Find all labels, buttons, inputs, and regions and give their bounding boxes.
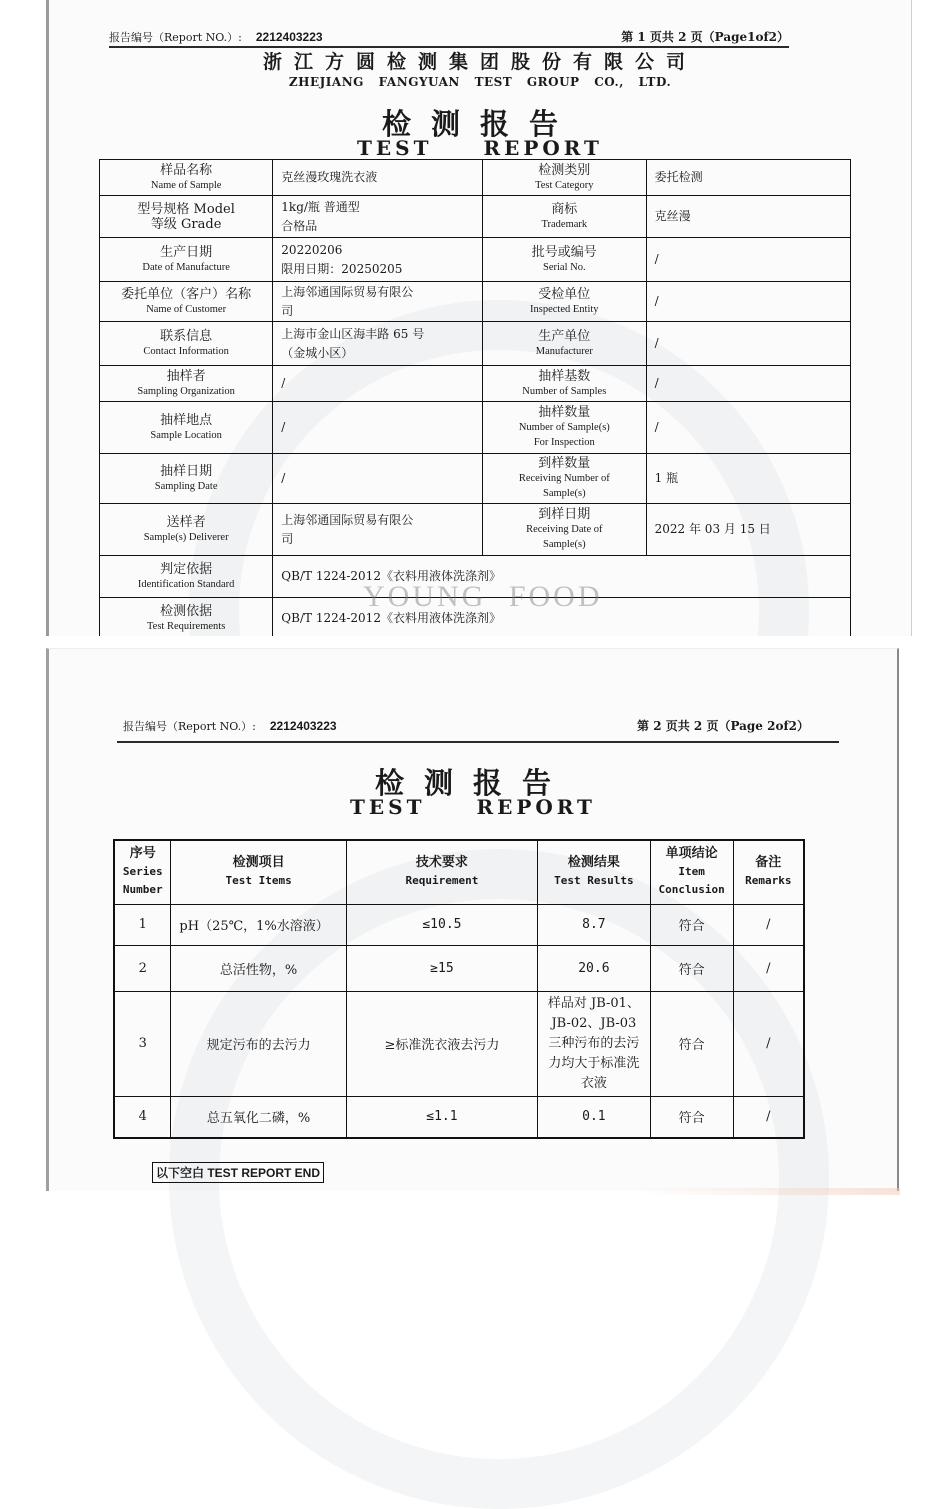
label-sampling-date: 抽样日期 Sampling Date	[100, 454, 273, 504]
label-trademark: 商标 Trademark	[482, 196, 646, 238]
label-test-requirements: 检测依据 Test Requirements	[100, 598, 273, 640]
cell-requirement: ≥标准洗衣液去污力	[346, 991, 537, 1096]
label-number-of-samples: 抽样基数 Number of Samples	[482, 366, 646, 402]
report-number: 2212403223	[255, 30, 323, 44]
value-identification-standard: QB/T 1224-2012《衣料用液体洗涤剂》	[273, 556, 851, 598]
cell-remarks: /	[733, 1096, 804, 1138]
report-page-2	[46, 648, 899, 1191]
col-requirement: 技术要求 Requirement	[346, 840, 537, 904]
table-row	[100, 282, 851, 322]
cell-requirement: ≤10.5	[346, 904, 537, 945]
value-test-category: 委托检测	[646, 160, 850, 196]
page2-header	[123, 717, 809, 734]
report-page-1	[46, 0, 912, 636]
table-row	[114, 1096, 804, 1138]
cell-result: 0.1	[538, 1096, 651, 1138]
value-sample-location: /	[273, 402, 483, 454]
value-serial-no: /	[646, 238, 850, 282]
cell-item: pH（25℃，1%水溶液）	[171, 904, 346, 945]
report-number-label: 报告编号（Report NO.）:	[123, 720, 256, 733]
col-test-results: 检测结果 Test Results	[538, 840, 651, 904]
value-contact-info: 上海市金山区海丰路 65 号 （金城小区）	[273, 322, 483, 366]
value-model-grade: 1kg/瓶 普通型 合格品	[273, 196, 483, 238]
value-sample-name: 克丝漫玫瑰洗衣液	[273, 160, 483, 196]
value-test-requirements: QB/T 1224-2012《衣料用液体洗涤剂》	[273, 598, 851, 640]
cell-requirement: ≤1.1	[346, 1096, 537, 1138]
label-samples-for-inspection: 抽样数量 Number of Sample(s) For Inspection	[482, 402, 646, 454]
value-customer-name: 上海邻通国际贸易有限公 司	[273, 282, 483, 322]
label-model-grade: 型号规格 Model 等级 Grade	[100, 196, 273, 238]
label-sample-name: 样品名称 Name of Sample	[100, 160, 273, 196]
col-item-conclusion: 单项结论 Item Conclusion	[650, 840, 733, 904]
value-deliverer: 上海邻通国际贸易有限公 司	[273, 504, 483, 556]
report-number-group	[123, 718, 337, 734]
value-sampling-org: /	[273, 366, 483, 402]
col-test-items: 检测项目 Test Items	[171, 840, 346, 904]
page-indicator: 第 2 页共 2 页（Page 2of2）	[637, 719, 809, 733]
value-number-of-samples: /	[646, 366, 850, 402]
table-row	[100, 504, 851, 556]
label-deliverer: 送样者 Sample(s) Deliverer	[100, 504, 273, 556]
value-sampling-date: /	[273, 454, 483, 504]
table-row	[114, 991, 804, 1096]
label-manufacturer: 生产单位 Manufacturer	[482, 322, 646, 366]
table-row	[100, 160, 851, 196]
cell-remarks: /	[733, 945, 804, 991]
label-inspected-entity: 受检单位 Inspected Entity	[482, 282, 646, 322]
col-series-number: 序号 Series Number	[114, 840, 171, 904]
cell-item: 规定污布的去污力	[171, 991, 346, 1096]
cell-no: 2	[114, 945, 171, 991]
label-serial-no: 批号或编号 Serial No.	[482, 238, 646, 282]
table-row	[100, 402, 851, 454]
table-header-row	[114, 840, 804, 904]
report-number-group	[109, 29, 323, 45]
cell-item: 总活性物，%	[171, 945, 346, 991]
table-row	[100, 454, 851, 504]
label-identification-standard: 判定依据 Identification Standard	[100, 556, 273, 598]
label-receiving-number: 到样数量 Receiving Number of Sample(s)	[482, 454, 646, 504]
value-date-of-manufacture: 20220206 限用日期：20250205	[273, 238, 483, 282]
value-trademark: 克丝漫	[646, 196, 850, 238]
page-gap	[0, 636, 932, 648]
cell-no: 3	[114, 991, 171, 1096]
report-number-label: 报告编号（Report NO.）:	[109, 31, 242, 44]
page1-header	[109, 28, 789, 45]
cell-no: 1	[114, 904, 171, 945]
report-number: 2212403223	[269, 719, 337, 733]
value-receiving-number: 1 瓶	[646, 454, 850, 504]
value-receiving-date: 2022 年 03 月 15 日	[646, 504, 850, 556]
table-row	[114, 904, 804, 945]
cell-result: 20.6	[538, 945, 651, 991]
scan-artifact	[640, 1188, 900, 1195]
label-contact-info: 联系信息 Contact Information	[100, 322, 273, 366]
col-remarks: 备注 Remarks	[733, 840, 804, 904]
company-name-en: ZHEJIANG FANGYUAN TEST GROUP CO., LTD.	[288, 75, 672, 89]
report-title-en: TEST REPORT	[357, 136, 603, 160]
cell-conclusion: 符合	[650, 991, 733, 1096]
cell-conclusion: 符合	[650, 1096, 733, 1138]
report-end-note: 以下空白 TEST REPORT END	[152, 1162, 324, 1183]
table-row	[100, 322, 851, 366]
report-title-cn: 检测报告	[374, 766, 571, 800]
header-divider	[117, 741, 839, 743]
sample-info-table	[99, 159, 851, 640]
cell-remarks: /	[733, 991, 804, 1096]
company-name-cn: 浙江方圆检测集团股份有限公司	[262, 51, 697, 73]
cell-result: 8.7	[538, 904, 651, 945]
test-results-table	[113, 839, 805, 1139]
table-row	[100, 196, 851, 238]
cell-no: 4	[114, 1096, 171, 1138]
table-row	[114, 945, 804, 991]
label-test-category: 检测类别 Test Category	[482, 160, 646, 196]
table-row	[100, 366, 851, 402]
cell-item: 总五氧化二磷，%	[171, 1096, 346, 1138]
report-title-en: TEST REPORT	[350, 795, 596, 819]
cell-remarks: /	[733, 904, 804, 945]
value-samples-for-inspection: /	[646, 402, 850, 454]
label-customer-name: 委托单位（客户）名称 Name of Customer	[100, 282, 273, 322]
label-sample-location: 抽样地点 Sample Location	[100, 402, 273, 454]
page-indicator: 第 1 页共 2 页（Page1of2）	[621, 30, 789, 44]
label-sampling-org: 抽样者 Sampling Organization	[100, 366, 273, 402]
value-inspected-entity: /	[646, 282, 850, 322]
cell-conclusion: 符合	[650, 945, 733, 991]
young-food-watermark: YOUNG FOOD	[363, 580, 603, 613]
cell-requirement: ≥15	[346, 945, 537, 991]
value-manufacturer: /	[646, 322, 850, 366]
cell-result: 样品对 JB-01、JB-02、JB-03 三种污布的去污力均大于标准洗衣液	[538, 991, 651, 1096]
cell-conclusion: 符合	[650, 904, 733, 945]
label-date-of-manufacture: 生产日期 Date of Manufacture	[100, 238, 273, 282]
table-row	[100, 238, 851, 282]
report-title-cn: 检测报告	[381, 107, 578, 141]
label-receiving-date: 到样日期 Receiving Date of Sample(s)	[482, 504, 646, 556]
